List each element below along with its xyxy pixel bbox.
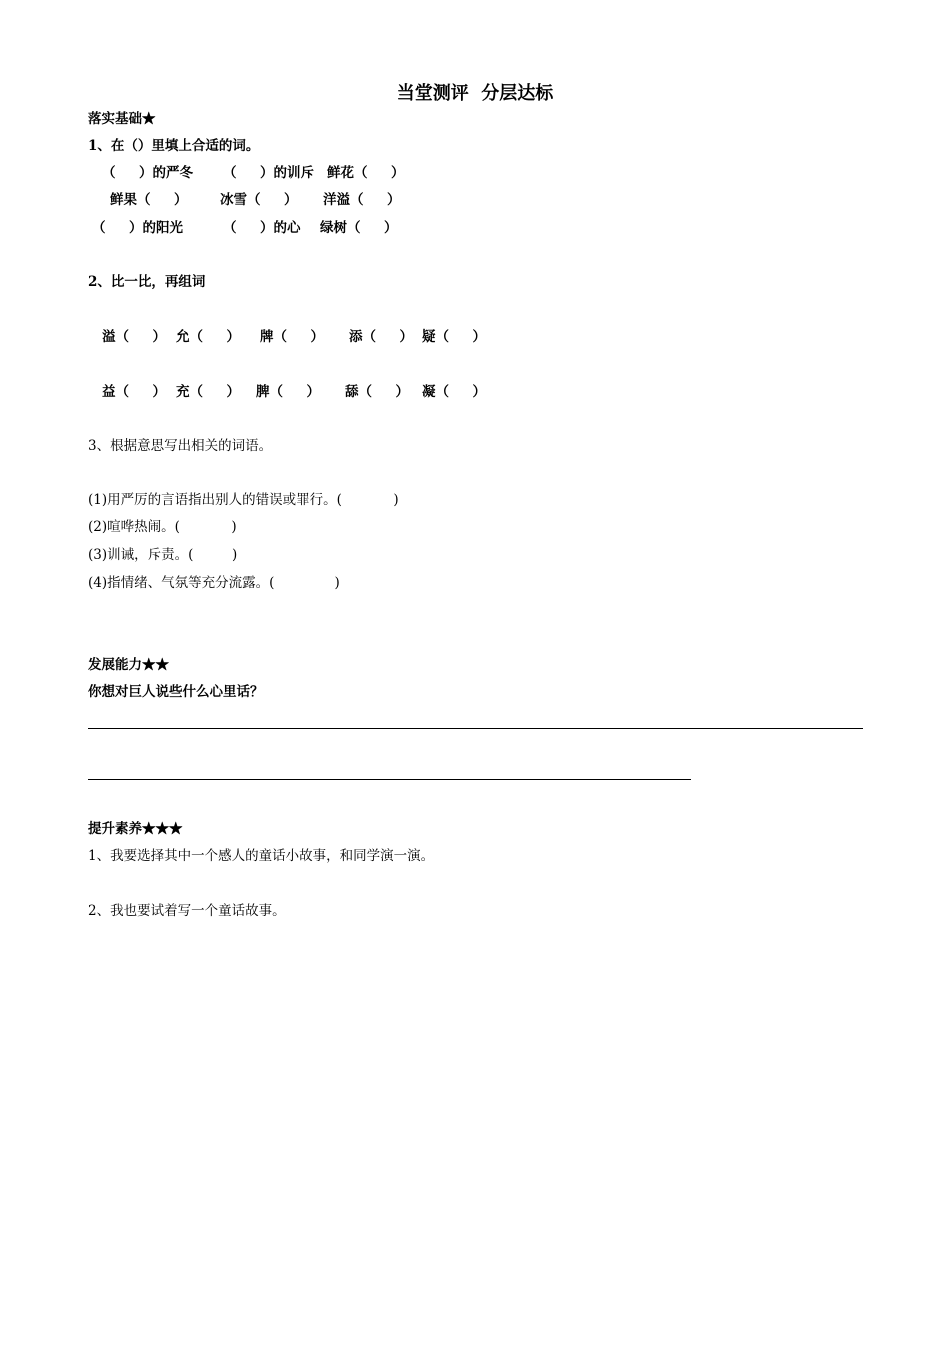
q1-blank-3-1: （ ）的阳光 (92, 220, 183, 236)
section2-question: 你想对巨人说些什么心里话？ (88, 684, 264, 700)
q1-blank-1-1: （ ）的严冬 (102, 165, 193, 181)
answer-line-1 (88, 728, 863, 729)
q2-word-2-4: 舔（ ） (345, 384, 409, 400)
q2-word-2-3: 脾（ ） (256, 384, 320, 400)
q2-word-1-2: 允（ ） (176, 329, 240, 345)
question-1-label: 1、在（）里填上合适的词。 (88, 138, 260, 154)
q1-blank-3-2: （ ）的心 (223, 220, 301, 236)
q2-word-1-1: 溢（ ） (102, 329, 166, 345)
q1-blank-3-3: 绿树（ ） (320, 220, 398, 236)
q3-item-3: (3)训诫，斥责。( ) (88, 547, 238, 563)
q3-item-1: (1)用严厉的言语指出别人的错误或罪行。( ) (88, 492, 399, 508)
q2-word-1-3: 牌（ ） (260, 329, 324, 345)
q2-word-1-4: 添（ ） (349, 329, 413, 345)
q2-word-1-5: 疑（ ） (422, 329, 486, 345)
answer-line-2 (88, 779, 691, 780)
q2-word-2-2: 充（ ） (176, 384, 240, 400)
q1-blank-2-2: 冰雪（ ） (220, 192, 298, 208)
q2-word-2-5: 凝（ ） (422, 384, 486, 400)
section3-item-1: 1、我要选择其中一个感人的童话小故事，和同学演一演。 (88, 848, 435, 864)
q3-item-4: (4)指情绪、气氛等充分流露。( ) (88, 575, 340, 591)
page-title: 当堂测评 分层达标 (396, 83, 554, 104)
q1-blank-2-1: 鲜果（ ） (110, 192, 188, 208)
question-2-label: 2、比一比，再组词 (88, 274, 206, 290)
q2-word-2-1: 益（ ） (102, 384, 166, 400)
q3-item-2: (2)喧哗热闹。( ) (88, 519, 237, 535)
section-heading-basics: 落实基础★ (88, 111, 156, 127)
section-heading-ability: 发展能力★★ (88, 657, 169, 673)
section-heading-literacy: 提升素养★★★ (88, 821, 183, 837)
q1-blank-1-2: （ ）的训斥 (223, 165, 314, 181)
q1-blank-1-3: 鲜花（ ） (327, 165, 405, 181)
q1-blank-2-3: 洋溢（ ） (323, 192, 401, 208)
question-3-label: 3、根据意思写出相关的词语。 (88, 438, 273, 454)
section3-item-2: 2、我也要试着写一个童话故事。 (88, 903, 286, 919)
